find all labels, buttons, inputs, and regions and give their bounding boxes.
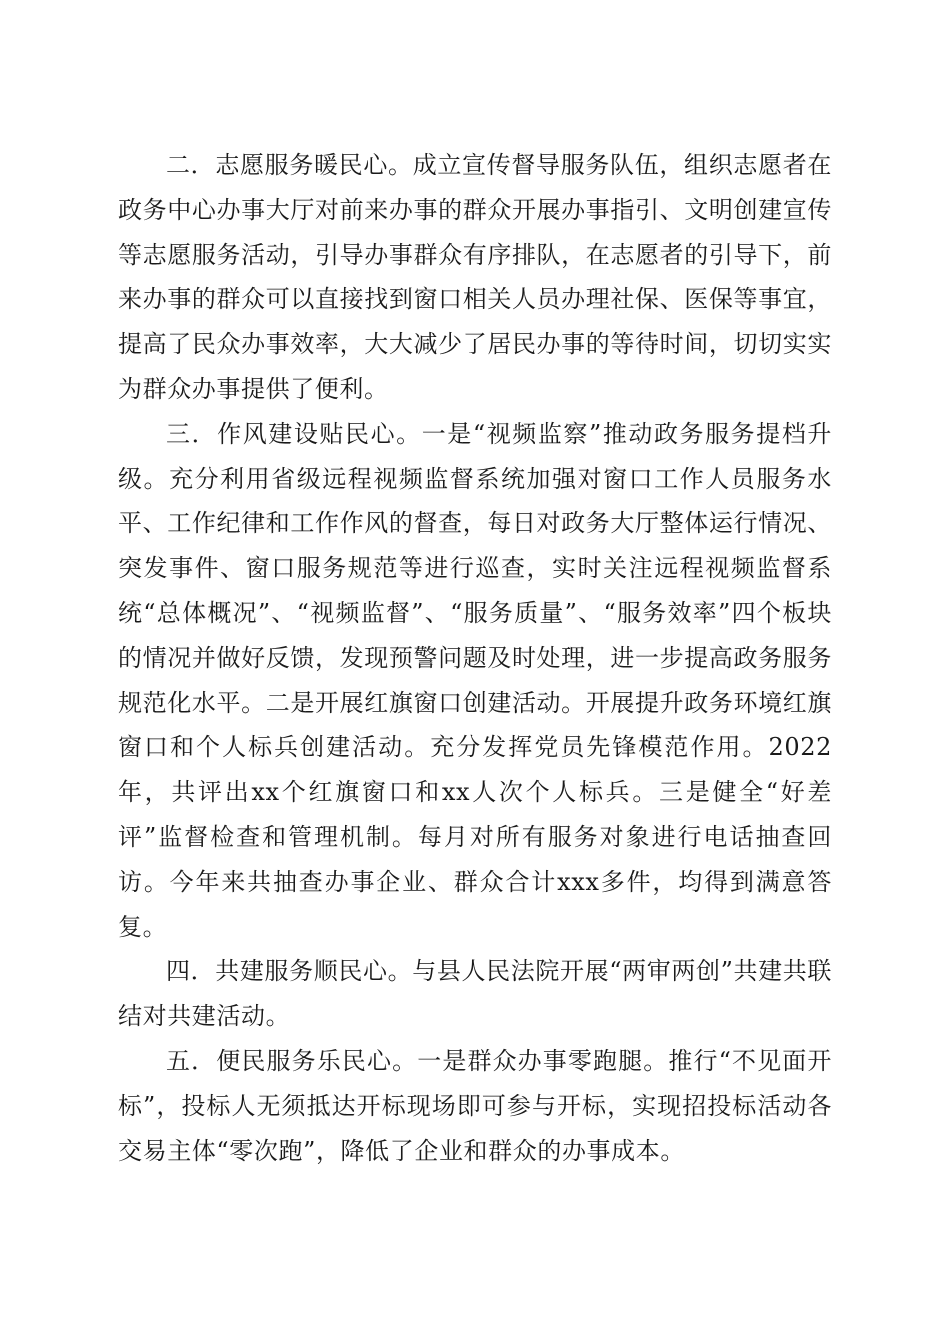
paragraph-joint-construction: 四．共建服务顺民心。与县人民法院开展“两审两创”共建共联结对共建活动。: [118, 957, 832, 1031]
document-body: [118, 143, 832, 1173]
paragraph-convenience-service: 五．便民服务乐民心。一是群众办事零跑腿。推行“不见面开标”，投标人无须抵达开标现场即可参与开标，实现招投标活动各交易主体“零次跑”，降低了企业和群众的办事成本。: [118, 1046, 832, 1165]
paragraph-volunteer-service: 二．志愿服务暖民心。成立宣传督导服务队伍，组织志愿者在政务中心办事大厅对前来办事的群众开展办事指引、文明创建宣传等志愿服务活动，引导办事群众有序排队，在志愿者的引导下，前来办事的群众可以直接找到窗口相关人员办理社保、医保等事宜，提高了民众办事效率，大大减少了居民办事的等待时间，切切实实为群众办事提供了便利。: [118, 151, 832, 403]
paragraph-work-style: 三．作风建设贴民心。一是“视频监察”推动政务服务提档升级。充分利用省级远程视频监督系统加强对窗口工作人员服务水平、工作纪律和工作作风的督查，每日对政务大厅整体运行情况、突发事件、窗口服务规范等进行巡查，实时关注远程视频监督系统“总体概况”、“视频监督”、“服务质量”、“服务效率”四个板块的情况并做好反馈，发现预警问题及时处理，进一步提高政务服务规范化水平。二是开展红旗窗口创建活动。开展提升政务环境红旗窗口和个人标兵创建活动。充分发挥党员先锋模范作用。2022年，共评出xx个红旗窗口和xx人次个人标兵。三是健全“好差评”监督检查和管理机制。每月对所有服务对象进行电话抽查回访。今年来共抽查办事企业、群众合计xxx多件，均得到满意答复。: [118, 419, 832, 941]
